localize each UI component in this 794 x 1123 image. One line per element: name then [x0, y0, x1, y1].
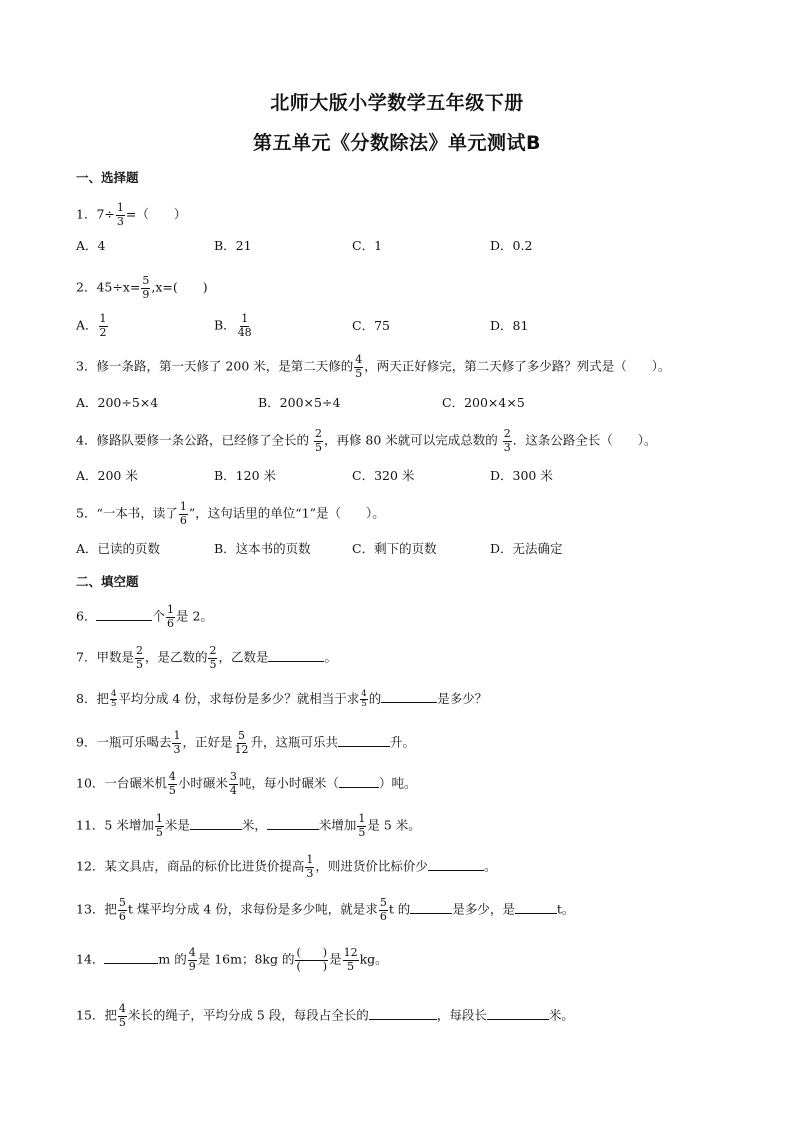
fraction: $\frac{1}{3}$	[173, 729, 181, 756]
fraction-blank[interactable]: $\frac{( )}{( )}$	[296, 946, 328, 973]
q5-option-c: C．剩下的页数	[352, 541, 437, 556]
fraction: $\frac{4}{5}$	[361, 689, 367, 709]
answer-blank[interactable]	[104, 962, 158, 964]
fraction: $\frac{5}{6}$	[379, 896, 387, 923]
answer-blank[interactable]	[96, 619, 152, 621]
q2-option-b: B． $\frac{1}{48}$	[214, 312, 252, 339]
q1-option-d: D．0.2	[490, 238, 533, 253]
q3-option-c: C．200×4×5	[442, 395, 525, 410]
fraction: $\frac{1}{5}$	[155, 812, 163, 839]
q5-option-b: B．这本书的页数	[214, 541, 311, 556]
answer-blank[interactable]	[487, 1018, 549, 1020]
answer-blank[interactable]	[267, 828, 319, 830]
fraction: $\frac{3}{4}$	[229, 770, 237, 797]
fraction: $\frac{1}{48}$	[237, 312, 252, 339]
fraction: $\frac{1}{3}$	[116, 201, 124, 228]
fraction: $\frac{1}{6}$	[179, 500, 187, 527]
fraction: $\frac{2}{5}$	[314, 427, 322, 454]
answer-blank[interactable]	[381, 701, 437, 703]
page-title: 北师大版小学数学五年级下册	[270, 92, 524, 114]
fraction: $\frac{1}{6}$	[166, 603, 174, 630]
q4-option-c: C．320 米	[352, 468, 415, 483]
question-12: 12．某文具店，商品的标价比进货价提高 $\frac{1}{3}$ ，则进货价比标价少 。	[76, 853, 497, 880]
section-heading-fill: 二、填空题	[76, 574, 139, 589]
q1-option-b: B．21	[214, 238, 252, 253]
question-9: 9．一瓶可乐喝去 $\frac{1}{3}$ ，正好是 $\frac{5}{12}$ 升，这瓶可乐共 升。	[76, 729, 416, 756]
q1-option-a: A．4	[76, 238, 106, 253]
answer-blank[interactable]	[339, 786, 379, 788]
fraction: $\frac{1}{3}$	[306, 853, 314, 880]
answer-blank[interactable]	[190, 828, 242, 830]
fraction: $\frac{4}{5}$	[168, 770, 176, 797]
fraction: $\frac{1}{5}$	[358, 812, 366, 839]
question-15: 15．把 $\frac{4}{5}$ 米长的绳子，平均分成 5 段，每段占全长的 ，每段长 米。	[76, 1002, 574, 1029]
q4-option-a: A．200 米	[76, 468, 138, 483]
fraction: $\frac{4}{5}$	[118, 1002, 126, 1029]
answer-blank[interactable]	[515, 912, 557, 914]
q5-option-d: D．无法确定	[490, 541, 563, 556]
section-heading-choice: 一、选择题	[76, 170, 139, 185]
fraction: $\frac{4}{9}$	[188, 946, 196, 973]
fraction: $\frac{2}{3}$	[503, 427, 511, 454]
answer-blank[interactable]	[338, 745, 390, 747]
q2-option-a: A． $\frac{1}{2}$	[76, 312, 107, 339]
question-11: 11．5 米增加 $\frac{1}{5}$ 米是 米， 米增加 $\frac{1}{5}$ 是 5 米。	[76, 812, 421, 839]
page-subtitle: 第五单元《分数除法》单元测试B	[253, 132, 541, 154]
answer-blank[interactable]	[410, 912, 452, 914]
fraction: $\frac{1}{2}$	[99, 312, 107, 339]
question-3: 3．修一条路，第一天修了 200 米，是第二天修的 $\frac{4}{5}$ ，两天正好修完，第二天修了多少路？列式是（ ）。	[76, 353, 671, 380]
question-10: 10．一台碾米机 $\frac{4}{5}$ 小时碾米 $\frac{3}{4}$ 吨，每小时碾米（ ）吨。	[76, 770, 417, 797]
q3-option-b: B．200×5÷4	[258, 395, 341, 410]
fraction: $\frac{5}{6}$	[118, 896, 126, 923]
q4-option-d: D．300 米	[490, 468, 553, 483]
answer-blank[interactable]	[268, 660, 324, 662]
question-8: 8．把 $\frac{4}{5}$ 平均分成 4 份，求每份是多少？就相当于求 $\frac{4}{5}$ 的 是多少？	[76, 689, 488, 709]
fraction: $\frac{2}{5}$	[209, 644, 217, 671]
q2-option-d: D．81	[490, 318, 529, 333]
answer-blank[interactable]	[428, 869, 484, 871]
question-13: 13．把 $\frac{5}{6}$ t 煤平均分成 4 份，求每份是多少吨，就是求 $\frac{5}{6}$ t 的 是多少，是 t。	[76, 896, 575, 923]
question-5: 5．“一本书，读了 $\frac{1}{6}$ ”，这句话里的单位“1”是（ ）。	[76, 500, 385, 527]
question-7: 7．甲数是 $\frac{2}{5}$ ，是乙数的 $\frac{2}{5}$ ，乙数是 。	[76, 644, 337, 671]
question-6: 6． 个 $\frac{1}{6}$ 是 2。	[76, 603, 213, 630]
answer-blank[interactable]	[369, 1018, 437, 1020]
question-1: 1．7÷ $\frac{1}{3}$ =（ ）	[76, 201, 187, 228]
q1-text: 1．7÷	[76, 206, 115, 222]
question-14: 14． m 的 $\frac{4}{9}$ 是 16m；8kg 的 $\frac{( )}{( )}$ 是 $\frac{12}{5}$ kg。	[76, 946, 388, 973]
q2-option-c: C．75	[352, 318, 390, 333]
fraction: $\frac{5}{12}$	[234, 729, 249, 756]
question-2: 2．45÷x= $\frac{5}{9}$ ,x=( )	[76, 274, 208, 301]
fraction: $\frac{5}{9}$	[142, 274, 150, 301]
fraction: $\frac{4}{5}$	[110, 689, 117, 709]
q1-option-c: C．1	[352, 238, 383, 253]
fraction: $\frac{12}{5}$	[343, 946, 358, 973]
q4-option-b: B．120 米	[214, 468, 277, 483]
q3-option-a: A．200÷5×4	[76, 395, 159, 410]
question-4: 4．修路队要修一条公路，已经修了全长的 $\frac{2}{5}$ ，再修 80 米就可以完成总数的 $\frac{2}{3}$ ．这条公路全长（ ）。	[76, 427, 657, 454]
fraction: $\frac{4}{5}$	[355, 353, 363, 380]
fraction: $\frac{2}{5}$	[135, 644, 143, 671]
q5-option-a: A．已读的页数	[76, 541, 161, 556]
